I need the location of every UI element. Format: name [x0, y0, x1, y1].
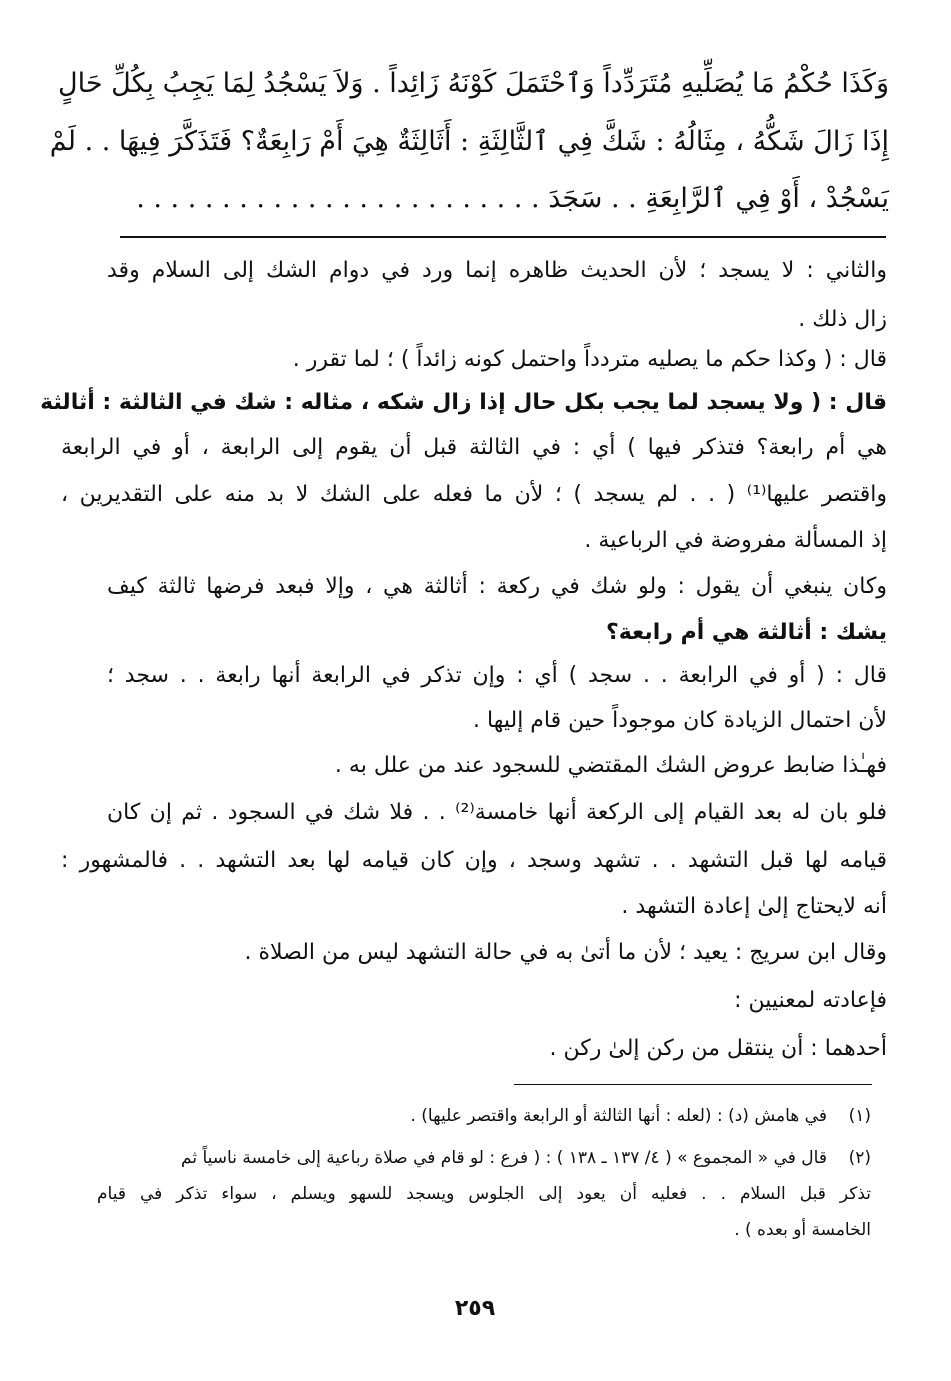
commentary-line: يشك : أثالثة هي أم رابعة؟ — [605, 620, 887, 645]
commentary-line: فهـٰذا ضابط عروض الشك المقتضي للسجود عند من علل به . — [334, 753, 887, 778]
commentary-line: قيامه لها قبل التشهد . . تشهد وسجد ، وإن كان قيامه لها بعد التشهد . . فالمشهور : — [61, 848, 887, 873]
commentary-line: فإعادته لمعنيين : — [734, 988, 887, 1013]
matn-line-3-text: يَسْجُدْ ، أَوْ فِي ٱلرَّابِعَةِ . . سَجَدَ — [548, 183, 889, 214]
matn-line-3-dots: . . . . . . . . . . . . . . . . . . . . . . . . — [136, 183, 540, 214]
commentary-line: هي أم رابعة؟ فتذكر فيها ) أي : في الثالثة قبل أن يقوم إلى الرابعة ، أو في الرابعة — [61, 435, 887, 460]
commentary-line: واقتصر عليها⁽¹⁾ ( . . لم يسجد ) ؛ لأن ما فعله على الشك لا بد منه على التقديرين ، — [61, 482, 887, 507]
matn-line-1: وَكَذَا حُكْمُ مَا يُصَلِّيهِ مُتَرَدِّداً وَٱحْتَمَلَ كَوْنَهُ زَائِداً . وَلاَ يَسْجُدُ لِمَا يَجِبُ بِكُلِّ حَالٍ — [58, 68, 889, 99]
commentary-line: قال : ( وكذا حكم ما يصليه متردداً واحتمل كونه زائداً ) ؛ لما تقرر . — [292, 347, 887, 372]
commentary-line: قال : ( أو في الرابعة . . سجد ) أي : وإن تذكر في الرابعة أنها رابعة . . سجد ؛ — [107, 663, 887, 688]
commentary-line: لأن احتمال الزيادة كان موجوداً حين قام إليها . — [473, 708, 887, 733]
footnote-text: قال في « المجموع » ( ٤/ ١٣٧ ـ ١٣٨ ) : ( فرع : لو قام في صلاة رباعية إلى خامسة ناسياً ثم — [181, 1148, 827, 1168]
footnote-text: الخامسة أو بعده ) . — [734, 1220, 871, 1240]
matn-separator — [120, 236, 886, 238]
footnote-number: (١) — [848, 1106, 871, 1126]
commentary-line: أنه لايحتاج إلىٰ إعادة التشهد . — [621, 894, 887, 919]
footnote-text: في هامش (د) : (لعله : أنها الثالثة أو الرابعة واقتصر عليها) . — [410, 1106, 827, 1126]
commentary-line: إذ المسألة مفروضة في الرباعية . — [584, 528, 887, 553]
footnote-1 — [81, 1106, 871, 1126]
commentary-line: وكان ينبغي أن يقول : ولو شك في ركعة : أثالثة هي ، وإلا فبعد فرضها ثالثة كيف — [107, 574, 887, 599]
footnote-separator — [514, 1084, 872, 1085]
matn-line-2: إِذَا زَالَ شَكُّهُ ، مِثَالُهُ : شَكَّ فِي ٱلثَّالِثَةِ : أَثَالِثَةٌ هِيَ أَمْ رَابِعَةٌ؟ فَتَذَكَّرَ فِيهَا . . لَمْ — [49, 126, 889, 157]
footnote-2 — [81, 1148, 871, 1168]
footnote-number: (٢) — [848, 1148, 871, 1168]
commentary-line: وقال ابن سريج : يعيد ؛ لأن ما أتىٰ به في حالة التشهد ليس من الصلاة . — [244, 940, 887, 965]
page-number: ٢٥٩ — [454, 1296, 496, 1321]
footnote-text: تذكر قبل السلام . . فعليه أن يعود إلى الجلوس ويسجد للسهو ويسلم ، سواء تذكر في قيام — [97, 1184, 871, 1204]
commentary-line: أحدهما : أن ينتقل من ركن إلىٰ ركن . — [549, 1036, 887, 1061]
commentary-line: قال : ( ولا يسجد لما يجب بكل حال إذا زال شكه ، مثاله : شك في الثالثة : أثالثة — [40, 390, 887, 415]
commentary-line: فلو بان له بعد القيام إلى الركعة أنها خامسة⁽²⁾ . . فلا شك في السجود . ثم إن كان — [107, 800, 887, 825]
commentary-line: والثاني : لا يسجد ؛ لأن الحديث ظاهره إنما ورد في دوام الشك إلى السلام وقد — [107, 258, 887, 283]
matn-line-3 — [61, 183, 889, 214]
commentary-line: زال ذلك . — [798, 307, 887, 332]
